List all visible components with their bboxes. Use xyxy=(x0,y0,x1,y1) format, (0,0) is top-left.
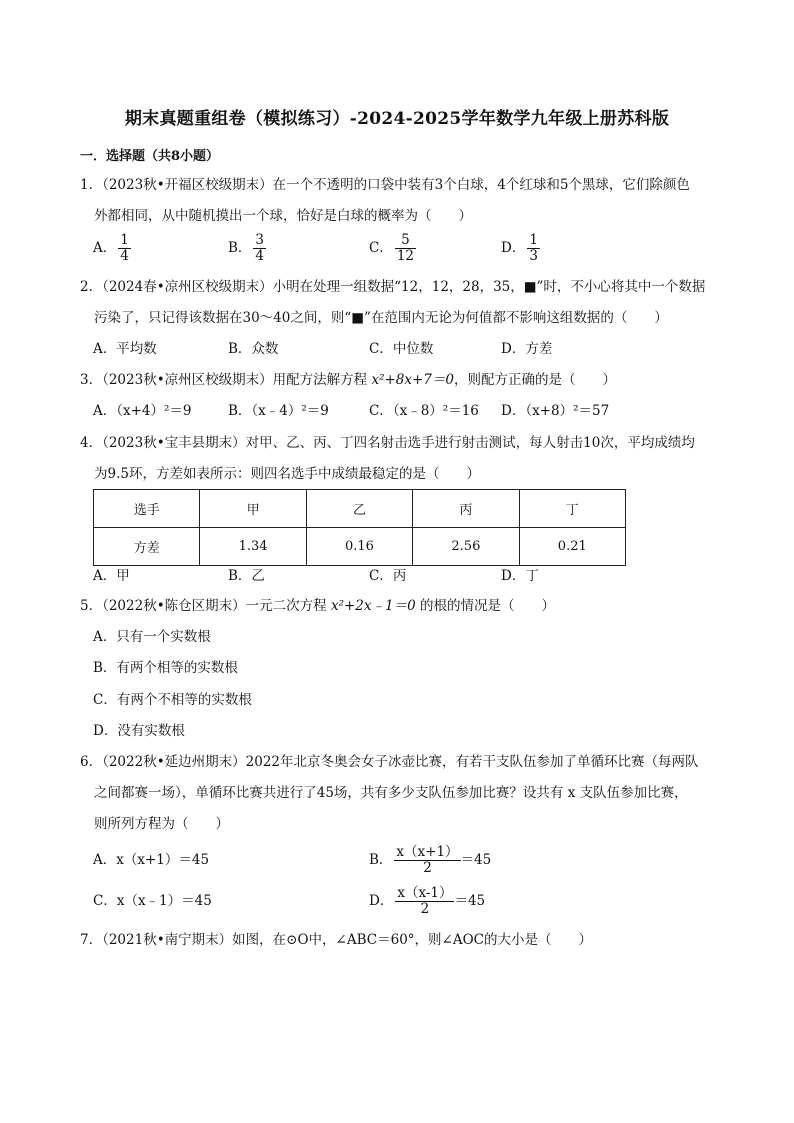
option-a: A． $\frac{1}{4}$ xyxy=(93,232,129,264)
table-cell: 选手 xyxy=(94,490,200,528)
option-d: D．方差 xyxy=(501,341,553,357)
option-d: D．（x+8）²＝57 xyxy=(501,403,610,419)
question-4 xyxy=(80,428,720,490)
question-6-line-1: 6．（2022秋•延边州期末）2022年北京冬奥会女子冰壶比赛，有若干支队伍参加了单循环比赛（每两队 xyxy=(80,754,699,770)
table-cell: 1.34 xyxy=(200,528,306,566)
table-cell: 0.16 xyxy=(306,528,412,566)
question-7-line-1: 7．（2021秋•南宁期末）如图，在⊙O中，∠ABC＝60°，则∠AOC的大小是（ ） xyxy=(80,932,592,948)
table-cell: 丁 xyxy=(519,490,625,528)
option-b: B．有两个相等的实数根 xyxy=(93,660,238,676)
question-3-line-1: 3．（2023秋•凉州区校级期末）用配方法解方程 x²+8x+7＝0，则配方正确的是（ ） xyxy=(80,372,616,388)
question-5 xyxy=(80,591,720,622)
question-1-options xyxy=(93,233,713,263)
question-6 xyxy=(80,747,720,840)
table-row xyxy=(94,528,626,566)
question-3-options xyxy=(93,396,713,426)
option-c: C．中位数 xyxy=(369,341,434,357)
question-4-line-1: 4．（2023秋•宝丰县期末）对甲、乙、丙、丁四名射击选手进行射击测试，每人射击10次，平均成绩均 xyxy=(80,435,695,451)
question-6-options-row-2 xyxy=(93,886,713,916)
option-d: D． $\frac{1}{3}$ xyxy=(501,232,538,264)
question-2-line-2: 污染了，只记得该数据在30～40之间，则“■”在范围内无论为何值都不影响这组数据的（ ） xyxy=(94,310,668,326)
option-a: A．只有一个实数根 xyxy=(93,629,211,645)
option-b: B．众数 xyxy=(228,341,279,357)
option-a: A．平均数 xyxy=(93,341,157,357)
option-d: D．没有实数根 xyxy=(93,723,185,739)
option-c: C．x（x﹣1）＝45 xyxy=(93,893,212,909)
question-1-line-2: 外都相同，从中随机摸出一个球，恰好是白球的概率为（ ） xyxy=(94,208,472,224)
question-6-options-row-1 xyxy=(93,845,713,875)
question-5-line-1: 5．（2022秋•陈仓区期末）一元二次方程 x²+2x﹣1＝0 的根的情况是（ ） xyxy=(80,598,555,614)
table-cell: 丙 xyxy=(413,490,519,528)
question-6-line-3: 则所列方程为（ ） xyxy=(94,816,229,832)
equation: x²+8x+7＝0 xyxy=(371,372,454,388)
option-b: B． $\frac{x(x+1)}{2}$ ＝45 xyxy=(369,844,492,876)
option-a: A．x（x+1）＝45 xyxy=(93,852,210,868)
table-cell: 2.56 xyxy=(413,528,519,566)
option-d: D． $\frac{x(x-1)}{2}$ ＝45 xyxy=(369,885,486,917)
question-1 xyxy=(80,170,720,232)
option-d: D．丁 xyxy=(501,568,539,584)
question-3 xyxy=(80,365,720,396)
option-c: C．（x﹣8）²＝16 xyxy=(369,403,479,419)
option-c: C．有两个不相等的实数根 xyxy=(93,692,252,708)
option-b: B．乙 xyxy=(228,568,265,584)
option-c: C．丙 xyxy=(369,568,407,584)
option-a: A．（x+4）²＝9 xyxy=(93,403,192,419)
page-title: 期末真题重组卷（模拟练习）-2024-2025学年数学九年级上册苏科版 xyxy=(124,109,670,129)
option-b: B． $\frac{3}{4}$ xyxy=(228,232,265,264)
equation: x²+2x﹣1＝0 xyxy=(330,598,416,614)
option-b: B．（x﹣4）²＝9 xyxy=(228,403,329,419)
table-cell: 甲 xyxy=(200,490,306,528)
question-7 xyxy=(80,925,720,956)
table-header-row xyxy=(94,490,626,528)
table-cell: 方差 xyxy=(94,528,200,566)
question-2-line-1: 2．（2024春•凉州区校级期末）小明在处理一组数据“12，12，28，35，■”时，不小心将其中一个数据 xyxy=(80,279,706,295)
question-6-line-2: 之间都赛一场），单循环比赛共进行了45场，共有多少支队伍参加比赛？设共有 x 支队伍参加比赛， xyxy=(94,785,688,801)
question-2 xyxy=(80,272,720,334)
question-4-line-2: 为9.5环，方差如表所示：则四名选手中成绩最稳定的是（ ） xyxy=(94,466,480,482)
question-1-line-1: 1．（2023秋•开福区校级期末）在一个不透明的口袋中装有3个白球，4个红球和5个黑球，它们除颜色 xyxy=(80,177,690,193)
option-c: C． $\frac{5}{12}$ xyxy=(369,232,415,264)
variance-table xyxy=(93,489,626,566)
question-4-options xyxy=(93,561,713,591)
table-cell: 0.21 xyxy=(519,528,625,566)
section-heading: 一．选择题（共8小题） xyxy=(80,149,220,164)
question-2-options xyxy=(93,334,713,364)
table-cell: 乙 xyxy=(306,490,412,528)
option-a: A．甲 xyxy=(93,568,130,584)
